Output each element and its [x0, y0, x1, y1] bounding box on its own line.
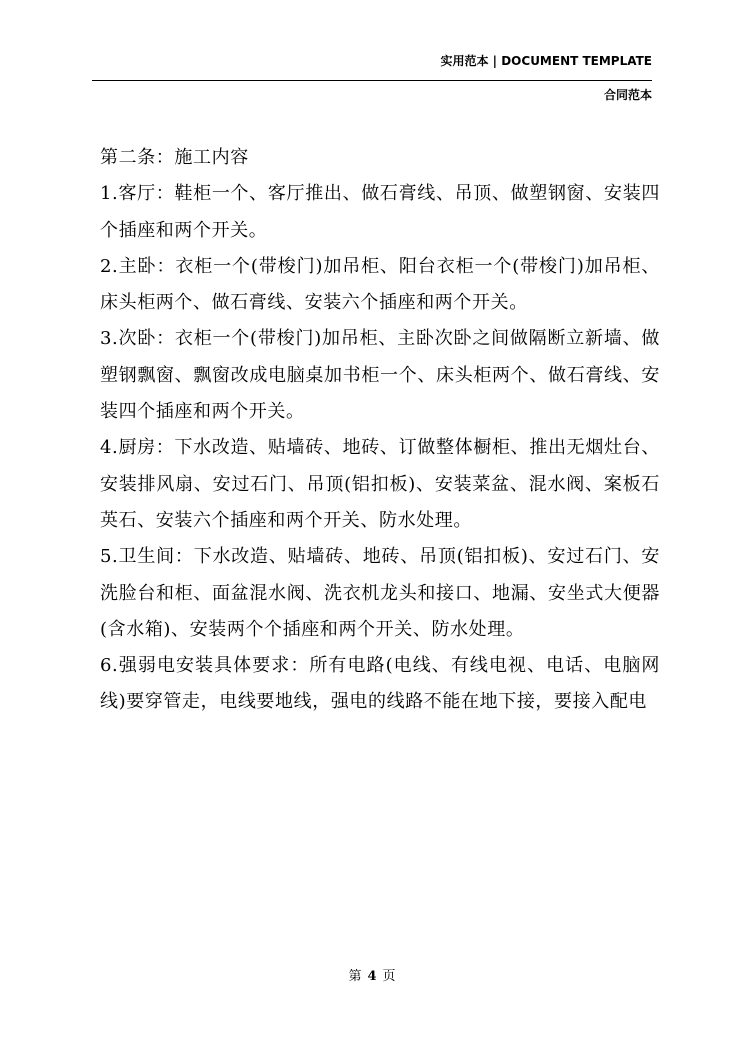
- paragraph-master-bedroom: 2.主卧：衣柜一个(带梭门)加吊柜、阳台衣柜一个(带梭门)加吊柜、床头柜两个、做石膏线、安装六个插座和两个开关。: [100, 255, 660, 314]
- paragraph-bathroom: 5.卫生间：下水改造、贴墙砖、地砖、吊顶(铝扣板)、安过石门、安洗脸台和柜、面盆混水阀、洗衣机龙头和接口、地漏、安坐式大便器(含水箱)、安装两个个插座和两个开关、防水处理。: [100, 546, 660, 640]
- header-title: 实用范本 | DOCUMENT TEMPLATE: [440, 54, 652, 68]
- section-heading: 第二条：施工内容: [100, 147, 249, 168]
- paragraph-second-bedroom: 3.次卧：衣柜一个(带梭门)加吊柜、主卧次卧之间做隔断立新墙、做塑钢飘窗、飘窗改成电脑桌加书柜一个、床头柜两个、做石膏线、安装四个插座和两个开关。: [100, 328, 660, 423]
- paragraph-living-room: 1.客厅：鞋柜一个、客厅推出、做石膏线、吊顶、做塑钢窗、安装四个插座和两个开关。: [100, 183, 660, 241]
- paragraph-electrical: 6.强弱电安装具体要求：所有电路(电线、有线电视、电话、电脑网线)要穿管走，电线要地线，强电的线路不能在地下接，要接入配电: [100, 655, 660, 713]
- header-divider: [92, 80, 652, 81]
- paragraph-kitchen: 4.厨房：下水改造、贴墙砖、地砖、订做整体橱柜、推出无烟灶台、安装排风扇、安过石门、吊顶(铝扣板)、安装菜盆、混水阀、案板石英石、安装六个插座和两个开关、防水处理。: [100, 437, 660, 531]
- document-body: [100, 140, 660, 721]
- header-subtitle: 合同范本: [603, 88, 652, 102]
- page-footer: [0, 965, 744, 984]
- footer-prefix: 第: [348, 969, 362, 984]
- footer-suffix: 页: [382, 969, 396, 984]
- page-number: 4: [367, 969, 377, 984]
